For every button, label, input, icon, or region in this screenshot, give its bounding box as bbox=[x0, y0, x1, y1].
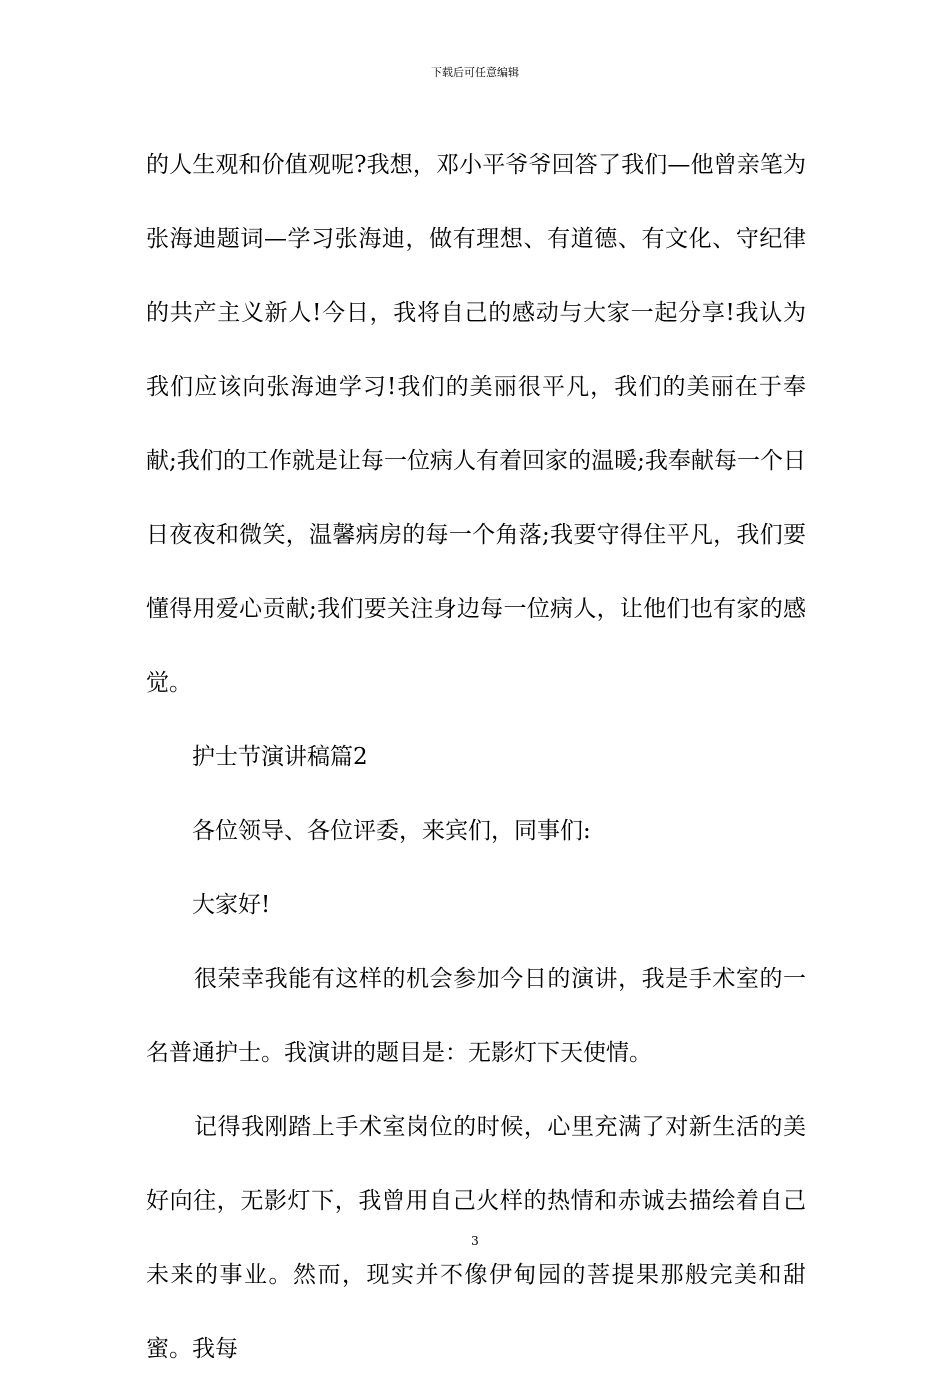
paragraph-continuation: 的人生观和价值观呢?我想，邓小平爷爷回答了我们—他曾亲笔为张海迪题词—学习张海迪，做有理想、有道德、有文化、守纪律的共产主义新人!今日，我将自己的感动与大家一起分享!我认为我们应该向张海迪学习!我们的美丽很平凡，我们的美丽在于奉献;我们的工作就是让每一位病人有着回家的温暖;我奉献每一个日日夜夜和微笑，温馨病房的每一个角落;我要守得住平凡，我们要懂得用爱心贡献;我们要关注身边每一位病人，让他们也有家的感觉。 bbox=[146, 152, 806, 696]
page-header: 下载后可任意编辑 bbox=[431, 66, 519, 79]
page-number: 3 bbox=[471, 1234, 479, 1248]
hello-line: 大家好! bbox=[192, 892, 271, 918]
section-title: 护士节演讲稿篇2 bbox=[192, 744, 368, 770]
paragraph-intro: 很荣幸我能有这样的机会参加今日的演讲，我是手术室的一名普通护士。我演讲的题目是：无影灯下天使情。 bbox=[146, 966, 806, 1066]
paragraph-memory: 记得我刚踏上手术室岗位的时候，心里充满了对新生活的美好向往，无影灯下，我曾用自己火样的热情和赤诚去描绘着自己未来的事业。然而，现实并不像伊甸园的菩提果那般完美和甜蜜。我每 bbox=[146, 1114, 806, 1362]
greeting-line: 各位领导、各位评委，来宾们，同事们: bbox=[192, 818, 591, 844]
document-body bbox=[146, 128, 806, 1386]
